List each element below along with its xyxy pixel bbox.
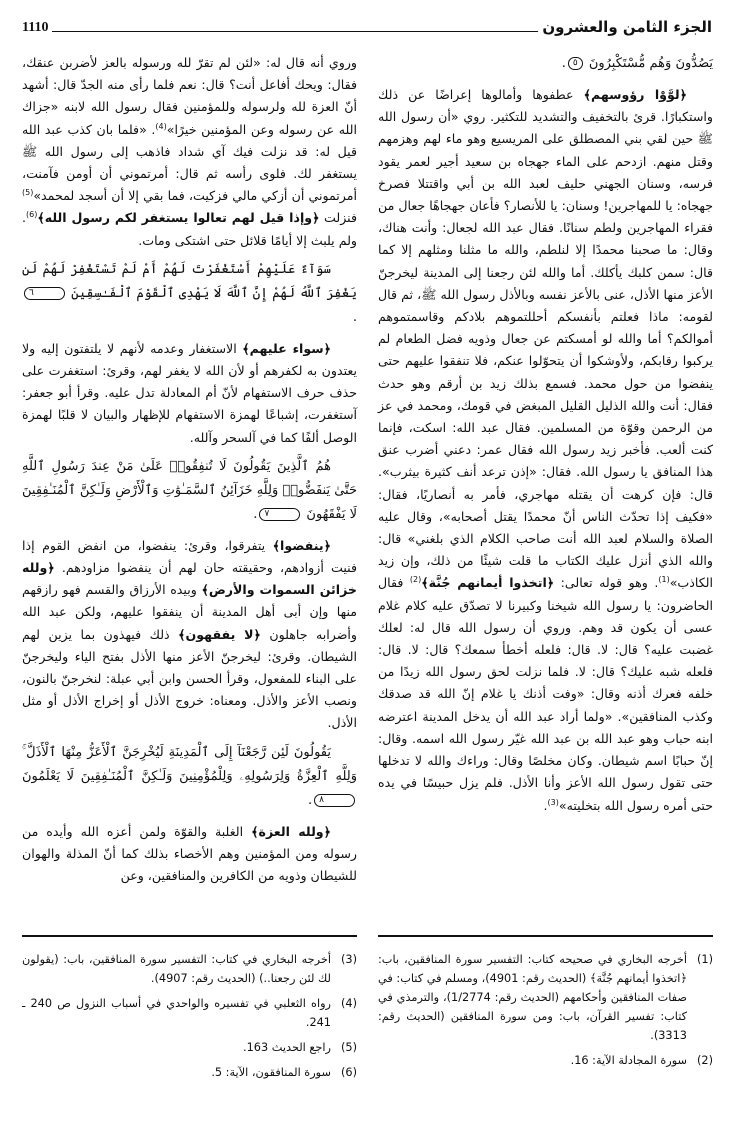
footnote-ref[interactable]: (5) <box>22 188 34 198</box>
keyword: ﴿وإذا قيل لهم تعالوا يستغفر لكم رسول الله﴾ <box>37 210 320 226</box>
commentary-text: . «فلما بان كذب عبد الله قيل له: قد نزلت فيك آي شداد فاذهب إلى رسول الله ﷺ يستغفر لك. فلوى رأسه ثم قال: أمرتموني أن أومن فآمنت، أمرتموني أن أزكي مالي فزكيت، فما بقي إلا أن أسجد لمحمد» <box>22 121 357 204</box>
footnote-text: رواه الثعلبي في تفسيره والواحدي في أسباب النزول ص 240 ـ 241. <box>22 997 332 1029</box>
footnote-divider <box>22 935 357 937</box>
verse-8: يَقُولُونَ لَئِن رَّجَعْنَآ إِلَى ٱلْمَدِينَةِ لَيُخْرِجَنَّ ٱلْأَعَزُّ مِنْهَا ٱلْأَذَلَّ ۚ وَلِلَّهِ ٱلْعِزَّةُ وَلِرَسُولِهِۦ وَلِلْمُؤْمِنِينَ وَلَـٰكِنَّ ٱلْمُنَـٰفِقِينَ لَا يَعْلَمُونَ ٨. <box>22 744 357 808</box>
verse-5-ending: يَصُدُّونَ وَهُم مُّسْتَكْبِرُونَ ٥. <box>561 56 713 71</box>
footnote-ref[interactable]: (3) <box>547 797 559 807</box>
footnote-number: (6) <box>340 1066 357 1079</box>
footnote-number: (1) <box>696 953 713 966</box>
keyword: ﴿ولله خزائن السموات والأرض﴾ <box>22 560 357 598</box>
header-rule <box>52 31 538 32</box>
footnote-text: سورة المجادلة الآية: 16. <box>570 1054 687 1067</box>
commentary-paragraph <box>22 52 357 252</box>
footnote-item <box>22 994 357 1032</box>
commentary-text: الغلبة والقوّة ولمن أعزه الله وأيده من رسوله ومن المؤمنين وهم الأخصاء بذلك كما أنّ المذلة والهوان للشيطان وذويه من الكافرين والمنافقين، وعن <box>22 823 357 884</box>
verse-text: يَصُدُّونَ وَهُم مُّسْتَكْبِرُونَ <box>588 56 713 71</box>
commentary-text: يتفرقوا، وقرئ: ينفضوا، من انفض القوم إذا فنيت أزوادهم، وحقيقته حان لهم أن ينفضوا مزاودهم. <box>22 537 357 576</box>
commentary-text: ذلك فيهذون بما يزين لهم الشيطان. وقرئ: ليخرجنّ الأعز منها الأذل بفتح الياء وليخرجنّ على البناء للمفعول، وقرأ الحسن وابن أبي عبلة: لنخرجنّ بالنون، ونصب الأعز والأذل. ومعناه: خروج الأذل أو إخراج الأذل أو مثل الأذل. <box>22 626 357 731</box>
commentary-text: وبيده الأرزاق والقسم فهو رازقهم منها وإن أبى أهل المدينة أن ينفقوا عليهم، ولكن عبد الله وأضرابه جاهلون <box>22 582 357 642</box>
commentary-paragraph <box>22 535 357 735</box>
verse-text: سَوَآءٌ عَلَيْهِمْ أَسْتَغْفَرْتَ لَهُمْ أَمْ لَمْ تَسْتَغْفِرْ لَهُمْ لَن يَغْفِرَ ٱللَّهُ لَهُمْ إِنَّ ٱللَّهَ لَا يَهْدِى ٱلْقَوْمَ ٱلْفَـٰسِقِينَ <box>22 261 357 301</box>
commentary-paragraph <box>378 84 713 817</box>
footnote-ref[interactable]: (4) <box>155 121 167 131</box>
ayah-marker: ٨ <box>314 794 355 807</box>
footnote-number: (4) <box>340 997 357 1010</box>
keyword: ﴿لوَّوْا رؤوسهم﴾ <box>583 87 687 102</box>
footnote-text: أخرجه البخاري في صحيحه كتاب: التفسير سورة المنافقين، باب: ﴿اتخذوا أيمانهم جُنَّة﴾ (الحديث رقم: 4901)، ومسلم في كتاب: في صفات المنافقين وأحكامهم (الحديث رقم: 1/2774)، والترمذي في كتاب: تفسير القرآن، باب: ومن سورة المنافقين (الحديث رقم: 3313). <box>378 953 688 1042</box>
commentary-text: فنزلت <box>319 210 357 226</box>
commentary-text: فقال الحاضرون: يا رسول الله شيخنا وكبيرنا لا تصدّق عليه كلام غلام عسى أن يكون قد وهم. وروي أن رسول الله قال له: لعلك غضبت عليه؟ قال: لا. قال: فلعله أخطأ سمعك؟ قال: لا. قال: فلعله شبه عليك؟ قال: لا. فلما نزلت لحق رسول الله زيدًا من خلفه فعرك أذنه وقال: «وفت أذنك يا غلام إنّ الله قد صدقك وكذب المنافقين». «ولما أراد عبد الله أن يدخل المدينة اعترضه ابنه حباب وهو عبد الله بن عبد الله غيّر رسول الله اسمه. وقال: إنّ حبابًا اسم شيطان. وكان مخلصًا وقال: وراءك والله لا تدخلها حتى تقول رسول الله الأعز وأنا الأذل. فلم يزل حبيسًا في يده حتى أمره رسول الله بتخليته» <box>378 575 713 813</box>
commentary-text: . وهو قوله تعالى: <box>554 575 659 591</box>
running-title: الجزء الثامن والعشرون <box>542 18 712 36</box>
verse-text: هُمُ ٱلَّذِينَ يَقُولُونَ لَا تُنفِقُوا۟ عَلَىٰ مَنْ عِندَ رَسُولِ ٱللَّهِ حَتَّىٰ يَنفَضُّوا۟ وَلِلَّهِ خَزَآئِنُ ٱلسَّمَـٰوَٰتِ وَٱلْأَرْضِ وَلَـٰكِنَّ ٱلْمُنَـٰفِقِينَ لَا يَفْقَهُونَ <box>22 458 357 522</box>
footnote-item <box>22 950 357 988</box>
footnote-item <box>378 1051 713 1070</box>
keyword: ﴿لا يفقهون﴾ <box>178 626 261 642</box>
commentary-paragraph <box>22 821 357 888</box>
keyword: ﴿ولله العزة﴾ <box>251 823 332 839</box>
footnote-ref[interactable]: (1) <box>658 575 670 585</box>
footnote-number: (2) <box>696 1054 713 1067</box>
footnotes-left <box>22 950 357 1088</box>
commentary-text: وروي أنه قال له: «لئن لم تقرّ لله ورسوله بالعز لأضربن عنقك، فقال: ويحك أفاعل أنت؟ قال: نعم فلما رأى منه الجدّ قال: أشهد أنّ العزة لله ولرسوله وللمؤمنين فقال رسول الله لابنه «جزاك الله عن رسوله وعن المؤمنين خيرًا» <box>22 55 357 137</box>
page-header <box>22 14 712 36</box>
commentary-text: عطفوها وأمالوها إعراضًا عن ذلك واستكبارًا. قرئ بالتخفيف والتشديد للتكثير. روي «أن رسول الله ﷺ حين لقي بني المصطلق على المريسيع وهو ماء لهم وهزمهم وقتل منهم. ازدحم على الماء جهجاه بن سعيد أجير لعمر يقود فرسه، وسنان الجهني حليف لعبد الله بن أبي واقتتلا فصرخ جهجاه: يا للمهاجرين! وسنان: يا للأنصار؟ فأعان جهجاهًا جعال من فقراء المهاجرين ولطم سنانًا. فقال عبد الله لجعال: وأنت هناك، وقال: ما صحبنا محمدًا إلا لنلطم، والله ما مثلنا ومثلهم إلا كما قال: سمن كلبك يأكلك. أما والله لئن رجعنا إلى المدينة ليخرجنّ الأعز منها الأذل، عنى بالأعز نفسه وبالأذل رسول الله ﷺ، ثم قال لقومه: ماذا فعلتم بأنفسكم أحللتموهم بلادكم وقاسمتموهم أموالكم؟ أما والله لو أمسكتم عن جعال وذويه فضل الطعام لم يركبوا رقابكم، ولأوشكوا أن يتحوّلوا عنكم، فلا تنفقوا عليهم حتى ينفضوا من حول محمد. فسمع بذلك زيد بن أرقم وهو حدث فقال: أنت والله الذليل القليل المبغض في قومك، ومحمد في عز من الرحمن وقوّة من المسلمين. فقال عبد الله: اسكت، فإنما كنت ألعب. فأخبر زيد رسول الله فقال عمر: دعني أضرب عنق هذا المنافق يا رسول الله. فقال: «إذن ترعد أنف كثيرة بيثرب». قال: فإن كرهت أن يقتله مهاجري، فأمر به أنصاريًا، فقال: «فكيف إذا تحدّث الناس أنّ محمدًا يقتل أصحابه»، وقال عليه الصلاة والسلام لعبد الله أنت صاحب الكلام الذي بلغني» قال: والله الذي أنزل عليك الكتاب ما قلت شيئًا من ذلك، وإن زيد الكاذب» <box>378 87 714 591</box>
footnote-item <box>378 950 713 1045</box>
footnote-ref[interactable]: (6) <box>26 210 38 220</box>
verse-6: سَوَآءٌ عَلَيْهِمْ أَسْتَغْفَرْتَ لَهُمْ أَمْ لَمْ تَسْتَغْفِرْ لَهُمْ لَن يَغْفِرَ ٱللَّهُ لَهُمْ إِنَّ ٱللَّهَ لَا يَهْدِى ٱلْقَوْمَ ٱلْفَـٰسِقِينَ ٦. <box>22 261 357 325</box>
ayah-marker: ٧ <box>259 508 300 521</box>
keyword: ﴿سواء عليهم﴾ <box>242 340 331 356</box>
keyword: ﴿ينفضوا﴾ <box>272 537 331 553</box>
footnote-text: سورة المنافقون، الآية: 5. <box>211 1066 331 1079</box>
footnote-text: أخرجه البخاري في كتاب: التفسير سورة المنافقين، باب: (يقولون لك لئن رجعنا..) (الحديث رقم: 4907). <box>22 953 331 985</box>
keyword: ﴿اتخذوا أيمانهم جُنَّة﴾ <box>421 575 555 591</box>
footnote-text: راجع الحديث 163. <box>243 1041 331 1054</box>
verse-text: يَقُولُونَ لَئِن رَّجَعْنَآ إِلَى ٱلْمَدِينَةِ لَيُخْرِجَنَّ ٱلْأَعَزُّ مِنْهَا ٱلْأَذَلَّ ۚ وَلِلَّهِ ٱلْعِزَّةُ وَلِرَسُولِهِۦ وَلِلْمُؤْمِنِينَ وَلَـٰكِنَّ ٱلْمُنَـٰفِقِينَ لَا يَعْلَمُونَ <box>22 744 357 784</box>
footnote-divider <box>378 935 713 937</box>
footnote-number: (3) <box>340 953 357 966</box>
commentary-paragraph <box>22 338 357 449</box>
left-column <box>22 52 357 891</box>
ayah-marker: ٥ <box>568 57 583 70</box>
footnote-item <box>22 1063 357 1082</box>
page-number: 1110 <box>22 20 49 35</box>
ayah-marker: ٦ <box>24 287 65 300</box>
commentary-text: . <box>543 797 548 813</box>
footnotes-right <box>378 950 713 1076</box>
right-column <box>378 52 713 821</box>
footnote-number: (5) <box>340 1041 357 1054</box>
verse-7: هُمُ ٱلَّذِينَ يَقُولُونَ لَا تُنفِقُوا۟ عَلَىٰ مَنْ عِندَ رَسُولِ ٱللَّهِ حَتَّىٰ يَنفَضُّوا۟ وَلِلَّهِ خَزَآئِنُ ٱلسَّمَـٰوَٰتِ وَٱلْأَرْضِ وَلَـٰكِنَّ ٱلْمُنَـٰفِقِينَ لَا يَفْقَهُونَ ٧. <box>22 458 357 522</box>
commentary-text: الاستغفار وعدمه لأنهم لا يلتفتون إليه ولا يعتدون به لكفرهم أو لأن الله لا يغفر لهم، وقرئ: استغفرت على حذف حرف الاستفهام لأنّ أم المعادلة تدل عليه. وقرأ أبو جعفر: آستغفرت، إشباعًا لهمزة الاستفهام للإظهار والبيان لا قلبًا لهمزة الوصل ألفًا كما في آلسحر وآلله. <box>22 340 357 445</box>
commentary-text: . ولم يلبث إلا أيامًا قلائل حتى اشتكى ومات. <box>22 210 357 248</box>
footnote-item <box>22 1038 357 1057</box>
footnote-ref[interactable]: (2) <box>409 575 422 585</box>
